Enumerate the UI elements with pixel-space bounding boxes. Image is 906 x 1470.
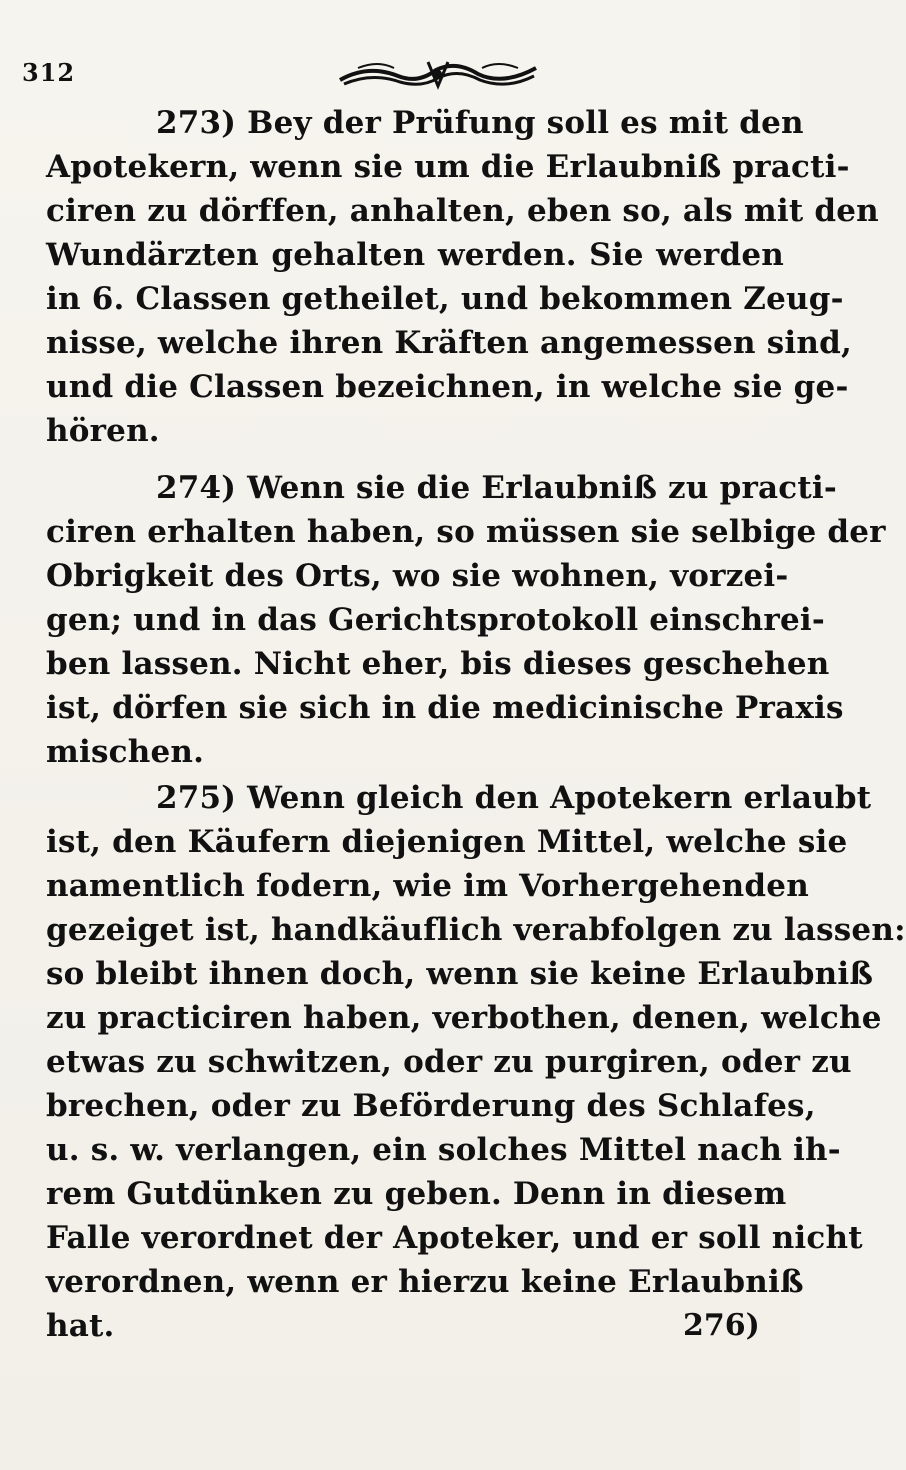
text-line: namentlich fodern, wie im Vorhergehenden [46, 868, 809, 904]
text-line: rem Gutdünken zu geben. Denn in diesem [46, 1176, 787, 1212]
text-line: zu practiciren haben, verbothen, denen, welche [46, 1000, 882, 1036]
text-line: ist, dörfen sie sich in die medicinische Praxis [46, 690, 844, 726]
text-line: Wundärzten gehalten werden. Sie werden [46, 237, 784, 273]
text-line: Apotekern, wenn sie um die Erlaubniß practi- [46, 149, 850, 185]
text-line: in 6. Classen getheilet, und bekommen Zeug- [46, 281, 844, 317]
text-line: so bleibt ihnen doch, wenn sie keine Erlaubniß [46, 956, 874, 992]
text-line: Falle verordnet der Apoteker, und er soll nicht [46, 1220, 863, 1256]
text-line: ciren erhalten haben, so müssen sie selbige der [46, 514, 886, 550]
text-line: hat. [46, 1308, 115, 1344]
text-line: nisse, welche ihren Kräften angemessen sind, [46, 325, 852, 361]
text-line: mischen. [46, 734, 205, 770]
text-line: gen; und in das Gerichtsprotokoll einschrei- [46, 602, 825, 638]
paragraph-275 [46, 776, 906, 1348]
page-number: 312 [22, 58, 76, 87]
header-ornament-icon [338, 58, 538, 90]
text-line: 274) Wenn sie die Erlaubniß zu practi- [156, 470, 837, 506]
paragraph-273 [46, 101, 879, 453]
text-line: ist, den Käufern diejenigen Mittel, welche sie [46, 824, 848, 860]
text-line: etwas zu schwitzen, oder zu purgiren, oder zu [46, 1044, 852, 1080]
text-line: hören. [46, 413, 160, 449]
catchword: 276) [683, 1308, 760, 1343]
text-line: 273) Bey der Prüfung soll es mit den [156, 105, 804, 141]
paragraph-274 [46, 466, 886, 774]
text-line: u. s. w. verlangen, ein solches Mittel nach ih- [46, 1132, 841, 1168]
text-line: Obrigkeit des Orts, wo sie wohnen, vorzei- [46, 558, 789, 594]
text-line: ciren zu dörffen, anhalten, eben so, als mit den [46, 193, 879, 229]
text-line: und die Classen bezeichnen, in welche sie ge- [46, 369, 849, 405]
text-line: brechen, oder zu Beförderung des Schlafes, [46, 1088, 816, 1124]
text-line: verordnen, wenn er hierzu keine Erlaubniß [46, 1264, 804, 1300]
text-line: gezeiget ist, handkäuflich verabfolgen zu lassen: [46, 912, 906, 948]
text-line: ben lassen. Nicht eher, bis dieses geschehen [46, 646, 830, 682]
text-line: 275) Wenn gleich den Apotekern erlaubt [156, 780, 872, 816]
